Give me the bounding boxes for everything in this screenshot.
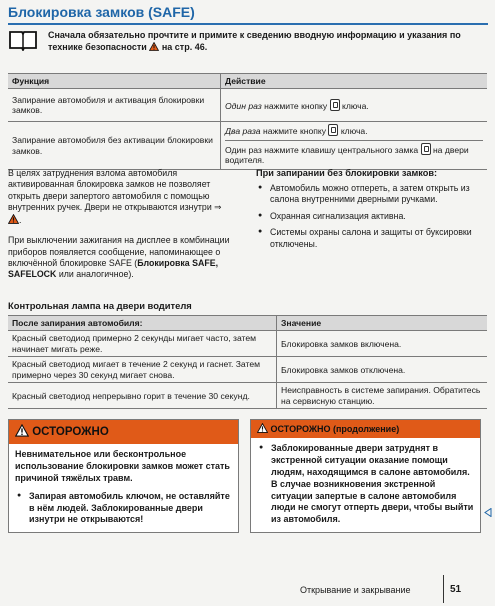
table-cell: Красный светодиод непрерывно горит в течение 30 секунд. bbox=[8, 383, 277, 409]
intro-text bbox=[48, 30, 486, 53]
right-column bbox=[256, 168, 488, 255]
lock-key-icon bbox=[330, 99, 340, 111]
open-book-icon bbox=[8, 29, 38, 51]
action-text-end: ключа. bbox=[340, 126, 368, 137]
paragraph-bold: Блокировка SAFE, SAFELOCK bbox=[8, 257, 219, 280]
table-cell: Блокировка замков включена. bbox=[277, 331, 488, 357]
warning-header bbox=[9, 420, 238, 444]
warning-triangle-icon bbox=[149, 42, 159, 51]
lock-key-icon bbox=[328, 124, 338, 136]
action-subrow bbox=[225, 122, 483, 140]
column-header-meaning: Значение bbox=[277, 316, 488, 331]
list-item: ● Системы охраны салона и защиты от буксировки отключены. bbox=[256, 227, 488, 250]
lamp-heading: Контрольная лампа на двери водителя bbox=[8, 300, 192, 311]
action-subrow bbox=[225, 141, 483, 169]
paragraph-text: При выключении зажигания на дисплее в комбинации приборов появляется сообщение, напоминающее о включённой блокировке SAFE ( bbox=[8, 235, 230, 268]
list-item: ● Запирая автомобиль ключом, не оставляйте в нём людей. Заблокированные двери изнутри не открываются! bbox=[15, 491, 232, 527]
warning-title: ОСТОРОЖНО (продолжение) bbox=[270, 424, 400, 434]
lamp-table bbox=[8, 315, 487, 409]
intro-text-part2: на стр. 46. bbox=[161, 41, 208, 52]
warning-box bbox=[8, 419, 239, 533]
paragraph bbox=[8, 235, 233, 281]
table-row bbox=[8, 331, 487, 357]
warning-text: Невнимательное или бесконтрольное использование блокировки замков может стать причиной тяжёлых травм. bbox=[15, 449, 230, 483]
table-cell: Неисправность в системе запирания. Обратитесь на сервисную станцию. bbox=[277, 383, 488, 409]
central-lock-button-icon bbox=[421, 143, 431, 155]
column-header-function: Функция bbox=[8, 74, 221, 89]
list-item: ● Заблокированные двери затруднят в экстренной ситуации оказание помощи людям, находящимся в салоне автомобиля. В случае возникновения экстренной ситуации запертые в салоне автомобиля люди не смогут отперть двери, чтобы выйти из автомобиля. bbox=[257, 443, 474, 526]
warning-triangle-icon bbox=[15, 424, 29, 437]
action-text: нажмите кнопку bbox=[262, 126, 327, 137]
table-cell: Блокировка замков отключена. bbox=[277, 357, 488, 383]
table-row bbox=[8, 89, 487, 122]
page-number: 51 bbox=[450, 584, 462, 595]
page-title: Блокировка замков (SAFE) bbox=[8, 4, 488, 25]
bullet-list bbox=[15, 491, 232, 527]
action-cell bbox=[221, 122, 488, 169]
left-column bbox=[8, 168, 233, 290]
action-cell bbox=[221, 89, 488, 122]
warning-header bbox=[251, 420, 480, 438]
footer-section: Открывание и закрывание bbox=[300, 585, 411, 595]
action-emphasis: Два раза bbox=[225, 126, 261, 137]
action-emphasis: Один раз bbox=[225, 101, 262, 112]
table-row bbox=[8, 122, 487, 169]
function-cell: Запирание автомобиля без активации блокировки замков. bbox=[8, 122, 221, 169]
action-text: нажмите кнопку bbox=[264, 101, 328, 112]
bullet-list bbox=[256, 183, 488, 250]
warning-triangle-icon bbox=[8, 214, 19, 224]
list-item: ● Автомобиль можно отпереть, а затем открыть из салона внутренними дверными ручками. bbox=[256, 183, 488, 206]
warning-box-continued bbox=[250, 419, 481, 533]
list-item: ● Охранная сигнализация активна. bbox=[256, 211, 488, 222]
table-row bbox=[8, 383, 487, 409]
section-heading: При запирании без блокировки замков: bbox=[256, 168, 438, 178]
paragraph-text-end: или аналогичное). bbox=[56, 269, 134, 280]
bullet-list bbox=[257, 443, 474, 526]
action-text-end: ключа. bbox=[341, 101, 369, 112]
table-cell: Красный светодиод мигает в течение 2 секунд и гаснет. Затем примерно через 30 секунд мигает снова. bbox=[8, 357, 277, 383]
warning-triangle-icon bbox=[257, 423, 268, 433]
continue-arrow-icon bbox=[484, 508, 492, 517]
function-cell: Запирание автомобиля и активация блокировки замков. bbox=[8, 89, 221, 122]
paragraph-text: В целях затруднения взлома автомобиля активированная блокировка замков не позволяет открыть двери запертого автомобиля с помощью внутренних ручек. Двери не открываются изнутри ⇒ bbox=[8, 168, 222, 213]
function-table bbox=[8, 73, 487, 170]
table-cell: Красный светодиод примерно 2 секунды мигает часто, затем начинает мигать реже. bbox=[8, 331, 277, 357]
intro-notice bbox=[8, 29, 486, 69]
action-text: Один раз нажмите клавишу центрального замка bbox=[225, 144, 419, 155]
paragraph: В целях затруднения взлома автомобиля активированная блокировка замков не позволяет открыть двери запертого автомобиля с помощью внутренних ручек. Двери не открываются изнутри ⇒ . bbox=[8, 168, 222, 225]
warning-body bbox=[251, 438, 480, 532]
column-header-action: Действие bbox=[221, 74, 488, 89]
intro-text-part1: Сначала обязательно прочтите и примите к сведению вводную информацию и указания по технике безопасности bbox=[48, 30, 461, 52]
table-row bbox=[8, 357, 487, 383]
action-text-end: на двери водителя. bbox=[225, 144, 469, 166]
column-header-after-locking: После запирания автомобиля: bbox=[8, 316, 277, 331]
warning-title: ОСТОРОЖНО bbox=[32, 426, 109, 438]
footer-divider bbox=[443, 575, 444, 603]
warning-body bbox=[9, 444, 238, 532]
